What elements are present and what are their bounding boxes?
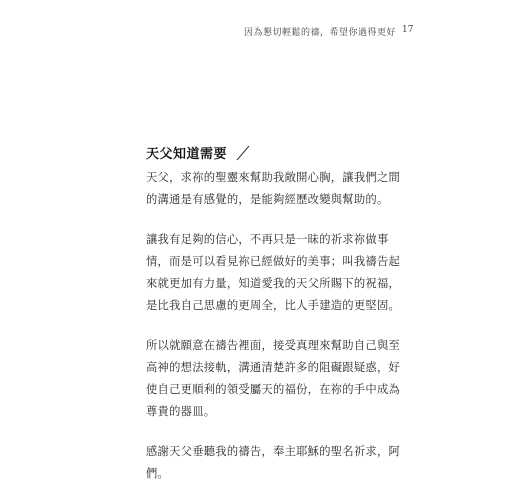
text-line: 情，而是可以看見祢已經做好的美事；叫我禱告起 (146, 255, 401, 268)
text-line: 讓我有足夠的信心，不再只是一昧的祈求祢做事 (146, 233, 389, 246)
text-line: 所以就願意在禱告裡面，接受真理來幫助自己與至 (146, 339, 401, 352)
text-line: 是比我自己思慮的更周全，比人手建造的更堅固。 (146, 299, 401, 312)
heading-slash-decoration (233, 145, 253, 161)
prayer-body (146, 167, 401, 503)
text-line: 使自己更順利的領受屬天的福份，在祢的手中成為 (146, 383, 401, 396)
section-heading (146, 143, 253, 162)
page-number: 17 (402, 25, 414, 35)
running-header-title: 因為懇切輕鬆的禱，希望你過得更好 (243, 28, 396, 38)
section-heading-text: 天父知道需要 (146, 147, 228, 162)
text-line: 們。 (146, 467, 170, 480)
text-line: 感謝天父垂聽我的禱告，奉主耶穌的聖名祈求，阿 (146, 445, 401, 458)
text-line: 尊貴的器皿。 (146, 405, 216, 418)
text-line: 的溝通是有感覺的，是能夠經歷改變與幫助的。 (146, 193, 389, 206)
text-line: 天父，求祢的聖靈來幫助我敞開心胸，讓我們之間 (146, 171, 401, 184)
paragraph (146, 335, 401, 423)
text-line: 高神的想法接軌，溝通清楚許多的阻礙跟疑惑，好 (146, 361, 401, 374)
paragraph (146, 441, 401, 485)
paragraph (146, 229, 401, 317)
text-line: 來就更加有力量，知道愛我的天父所賜下的祝福， (146, 277, 401, 290)
paragraph (146, 167, 401, 211)
